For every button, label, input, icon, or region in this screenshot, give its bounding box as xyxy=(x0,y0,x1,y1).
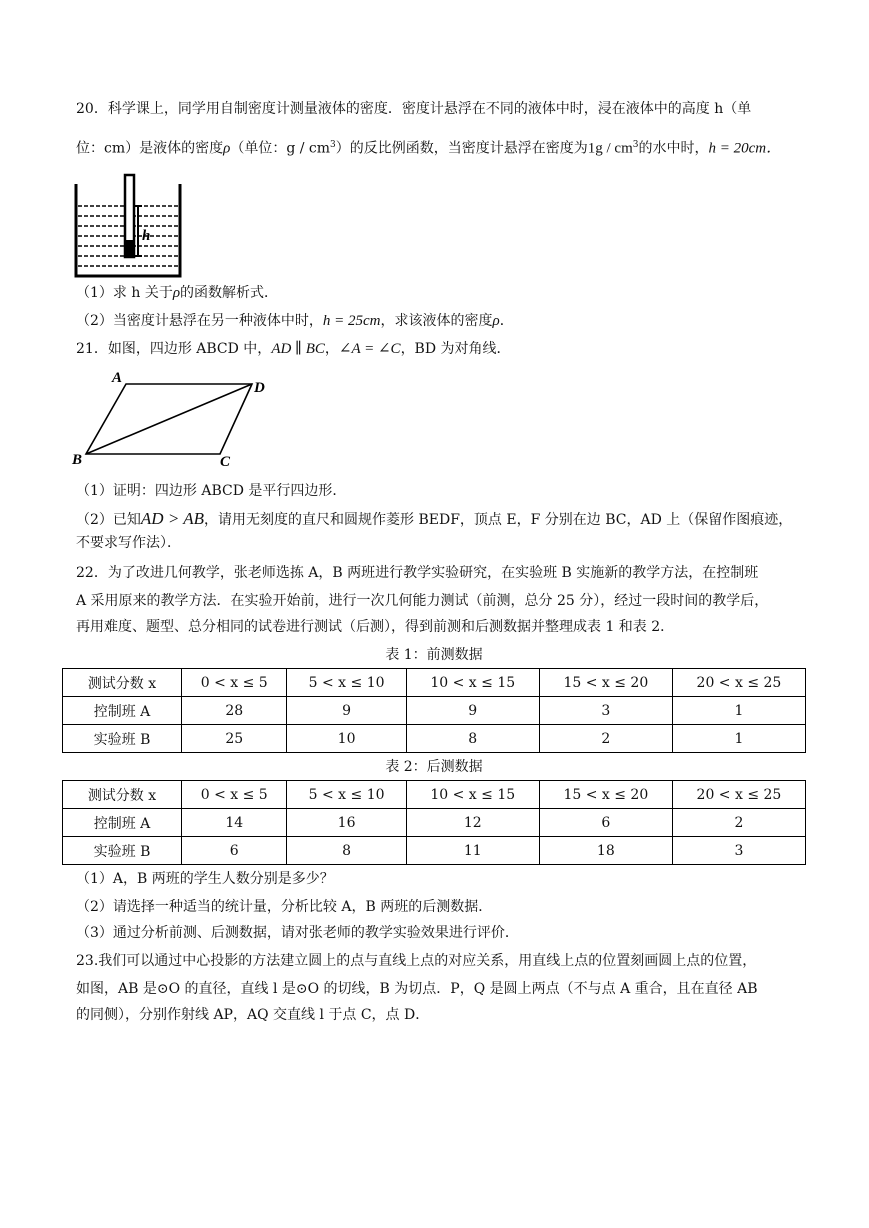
table-header-cell: 0 < x ≤ 5 xyxy=(182,781,287,809)
table-header-cell: 测试分数 x xyxy=(63,781,182,809)
table-row xyxy=(63,725,806,753)
table-header-cell: 5 < x ≤ 10 xyxy=(287,669,406,697)
table-header-cell: 5 < x ≤ 10 xyxy=(287,781,406,809)
table-header-cell: 10 < x ≤ 15 xyxy=(406,781,539,809)
q20-text-a: 位：cm）是液体的密度 xyxy=(76,140,224,157)
table-row xyxy=(63,809,806,837)
q20-water-density: 1g / cm xyxy=(587,140,633,157)
table-header-cell: 0 < x ≤ 5 xyxy=(182,669,287,697)
rho-symbol-2: ρ xyxy=(172,285,181,301)
table-cell: 控制班 A xyxy=(63,697,182,725)
label-b: B xyxy=(72,452,83,468)
q23-line-3: 的同侧），分别作射线 AP，AQ 交直线 l 于点 C，点 D． xyxy=(76,1007,430,1023)
table-header-cell: 15 < x ≤ 20 xyxy=(539,781,672,809)
table-cell: 8 xyxy=(406,725,539,753)
table-cell: 9 xyxy=(406,697,539,725)
table-header-cell: 10 < x ≤ 15 xyxy=(406,669,539,697)
table-cell: 实验班 B xyxy=(63,725,182,753)
table-cell: 25 xyxy=(182,725,287,753)
q21-text-c: ， xyxy=(324,341,339,357)
table-header-cell: 测试分数 x xyxy=(63,669,182,697)
table-cell: 1 xyxy=(672,697,805,725)
q20-sub-2 xyxy=(76,310,514,332)
cube-superscript: 3 xyxy=(330,140,336,150)
q20-sub-1 xyxy=(76,282,278,304)
q20-sub2-text-a: （2）当密度计悬浮在另一种液体中时， xyxy=(76,313,323,329)
table-cell: 实验班 B xyxy=(63,837,182,865)
q21-sub2-text-a: （2）已知 xyxy=(76,512,141,528)
table-row xyxy=(63,781,806,809)
table-cell: 16 xyxy=(287,809,406,837)
label-c: C xyxy=(220,454,231,470)
table-1-pretest xyxy=(62,668,806,753)
table-2-posttest xyxy=(62,780,806,865)
q20-line-1: 20．科学课上，同学用自制密度计测量液体的密度．密度计悬浮在不同的液体中时，浸在液体中的高度 h（单 xyxy=(76,101,752,117)
q22-sub-1: （1）A，B 两班的学生人数分别是多少？ xyxy=(76,871,334,887)
table2-caption: 表 2：后测数据 xyxy=(385,759,483,775)
table-cell: 10 xyxy=(287,725,406,753)
q21-angle: ∠A = ∠C xyxy=(338,341,401,357)
q22-sub-3: （3）通过分析前测、后测数据，请对张老师的教学实验效果进行评价． xyxy=(76,925,519,941)
q21-line-1 xyxy=(76,338,511,360)
table-row xyxy=(63,837,806,865)
q20-sub1-text-b: 的函数解析式． xyxy=(180,285,279,301)
table-header-cell: 20 < x ≤ 25 xyxy=(672,781,805,809)
q21-sub-2 xyxy=(76,508,792,531)
q20-h-value: h = 20cm． xyxy=(708,140,782,157)
q20-sub2-text-d: ． xyxy=(499,313,514,329)
table-cell: 6 xyxy=(539,809,672,837)
q20-text-b: （单位：g / cm xyxy=(230,140,331,157)
table-row xyxy=(63,669,806,697)
cube-superscript-2: 3 xyxy=(632,140,639,150)
table1-caption: 表 1：前测数据 xyxy=(385,647,483,663)
q22-line-3: 再用难度、题型、总分相同的试卷进行测试（后测），得到前测和后测数据并整理成表 1 和表 2． xyxy=(76,619,675,635)
table-cell: 3 xyxy=(539,697,672,725)
label-a: A xyxy=(112,370,123,386)
table-header-cell: 20 < x ≤ 25 xyxy=(672,669,805,697)
table-cell: 2 xyxy=(672,809,805,837)
q20-text-c: ）的反比例函数，当密度计悬浮在密度为 xyxy=(335,140,588,157)
q23-line-2: 如图，AB 是⊙O 的直径，直线 l 是⊙O 的切线，B 为切点．P，Q 是圆上两点（不与点 A 重合，且在直径 AB xyxy=(76,981,758,997)
table-cell: 控制班 A xyxy=(63,809,182,837)
parallelogram-figure xyxy=(68,368,274,472)
table-cell: 9 xyxy=(287,697,406,725)
q20-text-e: 的水中时， xyxy=(638,140,709,157)
q22-sub-2: （2）请选择一种适当的统计量，分析比较 A，B 两班的后测数据． xyxy=(76,899,493,915)
q20-line-2 xyxy=(76,134,781,160)
table-row xyxy=(63,697,806,725)
q23-line-1: 23.我们可以通过中心投影的方法建立圆上的点与直线上点的对应关系，用直线上点的位置刻画圆上点的位置， xyxy=(76,953,757,969)
q21-sub2-text-c: ，请用无刻度的直尺和圆规作菱形 BEDF，顶点 E，F 分别在边 BC，AD 上（保留作图痕迹， xyxy=(204,512,793,528)
q22-line-1: 22．为了改进几何教学，张老师选拣 A，B 两班进行教学实验研究，在实验班 B 实施新的教学方法，在控制班 xyxy=(76,565,759,581)
table-cell: 18 xyxy=(539,837,672,865)
figure-h-label: h xyxy=(142,228,151,244)
q21-text-a: 21．如图，四边形 ABCD 中， xyxy=(76,341,272,357)
table-cell: 11 xyxy=(406,837,539,865)
q21-sub-2-cont: 不要求写作法）． xyxy=(76,535,181,551)
q21-sub-1: （1）证明：四边形 ABCD 是平行四边形． xyxy=(76,483,347,499)
table-cell: 1 xyxy=(672,725,805,753)
densimeter-figure xyxy=(72,172,184,280)
table-cell: 6 xyxy=(182,837,287,865)
q21-parallel: AD ∥ BC xyxy=(271,341,325,357)
rho-symbol: ρ xyxy=(223,140,231,157)
table-cell: 8 xyxy=(287,837,406,865)
q20-sub2-h: h = 25cm xyxy=(322,313,381,329)
q22-line-2: A 采用原来的教学方法．在实验开始前，进行一次几何能力测试（前测，总分 25 分），经过一段时间的教学后， xyxy=(76,593,769,609)
table-cell: 3 xyxy=(672,837,805,865)
table-cell: 12 xyxy=(406,809,539,837)
q20-sub2-text-c: ，求该液体的密度 xyxy=(380,313,493,329)
rho-symbol-3: ρ xyxy=(492,313,500,329)
label-d: D xyxy=(254,380,265,396)
table-cell: 14 xyxy=(182,809,287,837)
q21-text-e: ，BD 为对角线． xyxy=(400,341,511,357)
q20-sub1-text-a: （1）求 h 关于 xyxy=(76,285,173,301)
q21-inequality: AD > AB xyxy=(140,509,205,528)
table-header-cell: 15 < x ≤ 20 xyxy=(539,669,672,697)
table-cell: 28 xyxy=(182,697,287,725)
table-cell: 2 xyxy=(539,725,672,753)
